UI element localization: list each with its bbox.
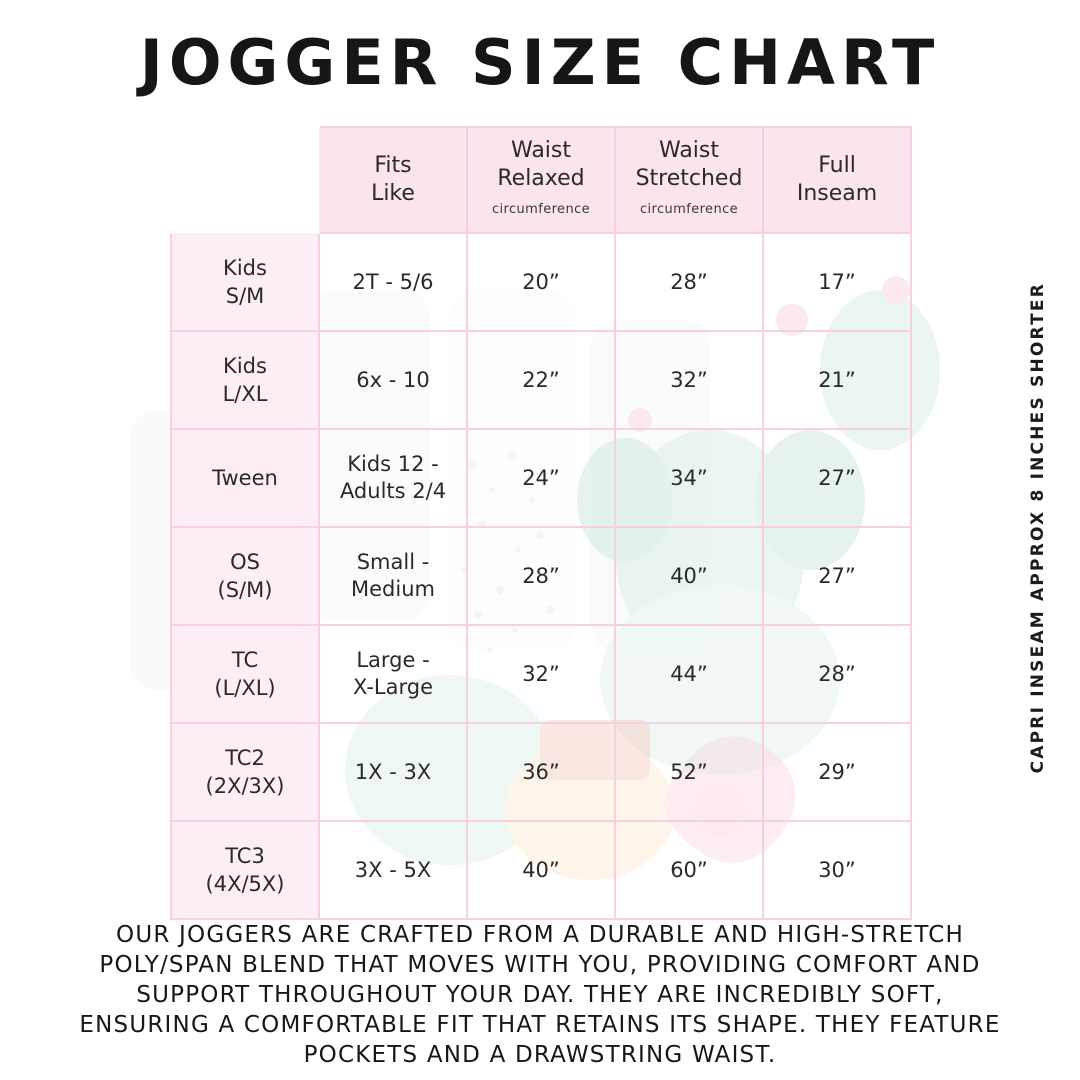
table-header: [171, 127, 911, 233]
cell-waist-relaxed: 32”: [467, 625, 615, 723]
table-row: [171, 233, 911, 331]
cell-fits-like-line1: Kids 12 -: [347, 452, 439, 476]
table-row: [171, 527, 911, 625]
footer-line-3: SUPPORT THROUGHOUT YOUR DAY. THEY ARE INCREDIBLY SOFT,: [136, 982, 944, 1008]
header-fits-like-line2: Like: [371, 181, 415, 206]
size-chart-table-container: [170, 126, 910, 920]
cell-waist-stretched: 32”: [615, 331, 763, 429]
row-label-tween: [171, 429, 319, 527]
row-label-line1: Kids: [223, 354, 267, 378]
cell-fits-like-line1: Small -: [356, 550, 430, 574]
header-cell-waist-stretched: [615, 127, 763, 233]
row-label-line2: L/XL: [222, 382, 268, 406]
header-cell-full-inseam: [763, 127, 911, 233]
cell-waist-relaxed: 24”: [467, 429, 615, 527]
cell-fits-like: [319, 527, 467, 625]
cell-fits-like: [319, 331, 467, 429]
cell-fits-like-line1: 1X - 3X: [354, 759, 432, 784]
capri-inseam-note-text: CAPRI INSEAM APPROX 8 INCHES SHORTER: [1028, 282, 1048, 774]
cell-waist-relaxed: 22”: [467, 331, 615, 429]
row-label-line1: OS: [230, 550, 260, 574]
table-row: [171, 625, 911, 723]
cell-full-inseam: 29”: [763, 723, 911, 821]
cell-waist-relaxed: 28”: [467, 527, 615, 625]
cell-waist-relaxed: 40”: [467, 821, 615, 919]
header-full-inseam-line1: Full: [818, 153, 856, 178]
header-waist-stretched-line2: Stretched: [635, 165, 743, 191]
cell-waist-stretched: 28”: [615, 233, 763, 331]
cell-waist-relaxed: 36”: [467, 723, 615, 821]
row-label-kids-lxl: [171, 331, 319, 429]
footer-line-4: ENSURING A COMFORTABLE FIT THAT RETAINS ITS SHAPE. THEY FEATURE: [79, 1012, 1001, 1038]
cell-fits-like-line2: Medium: [351, 577, 435, 601]
cell-fits-like: [319, 625, 467, 723]
table-row: [171, 723, 911, 821]
footer-description: [40, 920, 1040, 1070]
row-label-tc: [171, 625, 319, 723]
row-label-line1: TC: [231, 648, 259, 672]
cell-fits-like: [319, 723, 467, 821]
cell-full-inseam: 30”: [763, 821, 911, 919]
cell-waist-stretched: 34”: [615, 429, 763, 527]
table-row: [171, 821, 911, 919]
cell-fits-like-line2: X-Large: [352, 675, 433, 699]
header-waist-relaxed-sub: circumference: [491, 201, 591, 217]
cell-fits-like-line2: Adults 2/4: [339, 479, 447, 503]
row-label-line2: (2X/3X): [205, 774, 285, 798]
footer-line-1: OUR JOGGERS ARE CRAFTED FROM A DURABLE AND HIGH-STRETCH: [116, 922, 964, 948]
cell-full-inseam: 27”: [763, 429, 911, 527]
cell-waist-relaxed: 20”: [467, 233, 615, 331]
cell-fits-like: [319, 233, 467, 331]
size-chart-table: [170, 126, 912, 920]
cell-full-inseam: 28”: [763, 625, 911, 723]
row-label-line1: Kids: [223, 256, 267, 280]
header-waist-stretched-line1: Waist: [658, 137, 720, 163]
table-row: [171, 331, 911, 429]
cell-full-inseam: 27”: [763, 527, 911, 625]
row-label-kids-sm: [171, 233, 319, 331]
row-label-tc2: [171, 723, 319, 821]
row-label-os: [171, 527, 319, 625]
footer-line-5: POCKETS AND A DRAWSTRING WAIST.: [303, 1042, 777, 1068]
row-label-line1: TC2: [225, 746, 265, 770]
table-header-row: [171, 127, 911, 233]
row-label-tc3: [171, 821, 319, 919]
header-waist-relaxed-line2: Relaxed: [497, 165, 585, 191]
row-label-line2: S/M: [225, 284, 265, 308]
page-title: JOGGER SIZE CHART: [139, 26, 941, 99]
header-cell-fits-like: [319, 127, 467, 233]
cell-fits-like-line1: 3X - 5X: [354, 857, 432, 882]
cell-fits-like: [319, 821, 467, 919]
header-waist-stretched-sub: circumference: [639, 201, 739, 217]
table-row: [171, 429, 911, 527]
cell-fits-like-line1: 6x - 10: [356, 367, 430, 392]
header-cell-waist-relaxed: [467, 127, 615, 233]
cell-waist-stretched: 44”: [615, 625, 763, 723]
cell-full-inseam: 17”: [763, 233, 911, 331]
header-waist-relaxed-line1: Waist: [510, 137, 572, 163]
row-label-line1: TC3: [225, 844, 265, 868]
capri-inseam-note: [1018, 248, 1058, 808]
header-fits-like-line1: Fits: [374, 153, 412, 178]
cell-fits-like-line1: 2T - 5/6: [352, 269, 434, 294]
row-label-line2: (S/M): [217, 578, 273, 602]
row-label-line1: Tween: [212, 466, 278, 490]
header-cell-blank: [171, 127, 319, 233]
header-full-inseam-line2: Inseam: [796, 181, 878, 206]
table-body: [171, 233, 911, 919]
cell-waist-stretched: 40”: [615, 527, 763, 625]
cell-waist-stretched: 60”: [615, 821, 763, 919]
row-label-line2: (4X/5X): [205, 872, 285, 896]
cell-fits-like-line1: Large -: [356, 648, 430, 672]
cell-waist-stretched: 52”: [615, 723, 763, 821]
cell-fits-like: [319, 429, 467, 527]
row-label-line2: (L/XL): [214, 676, 276, 700]
footer-line-2: POLY/SPAN BLEND THAT MOVES WITH YOU, PROVIDING COMFORT AND: [99, 952, 981, 978]
cell-full-inseam: 21”: [763, 331, 911, 429]
